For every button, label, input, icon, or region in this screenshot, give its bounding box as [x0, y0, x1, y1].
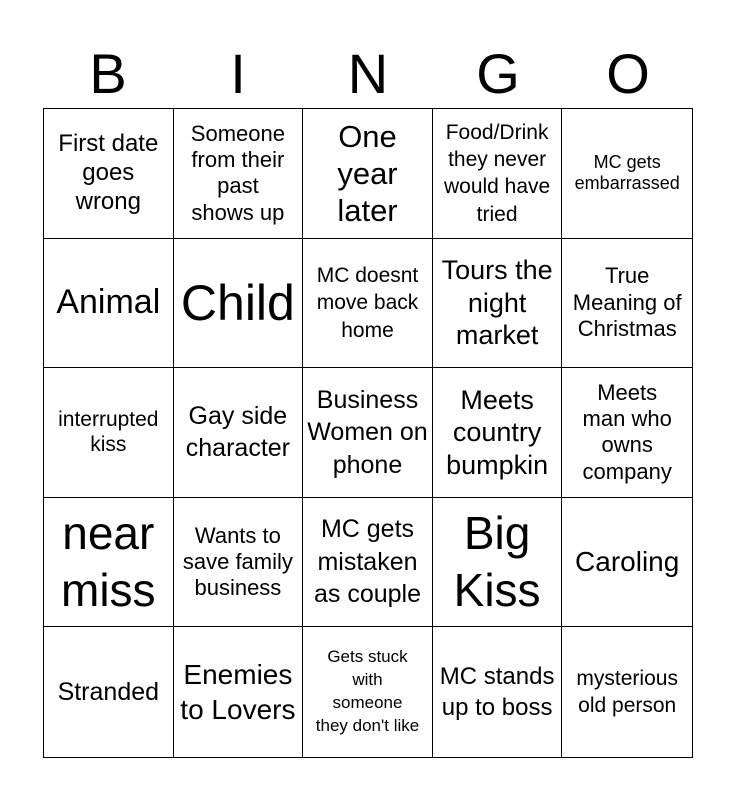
- bingo-cell[interactable]: [303, 627, 433, 757]
- bingo-cell[interactable]: [174, 627, 304, 757]
- bingo-board: [43, 108, 693, 758]
- cell-text: Food/Drink they never would have tried: [443, 120, 551, 226]
- cell-text: Enemies to Lovers: [180, 659, 296, 726]
- cell-text: Tours the night market: [441, 255, 553, 351]
- cell-text: MC stands up to boss: [439, 663, 555, 722]
- bingo-cell[interactable]: [433, 109, 563, 239]
- cell-text: Gets stuck with someone they don't like: [315, 647, 420, 736]
- bingo-cell[interactable]: [303, 239, 433, 369]
- bingo-cell[interactable]: [562, 368, 692, 498]
- header-letter-b: B: [89, 42, 127, 105]
- cell-text: mysterious old person: [576, 666, 678, 718]
- cell-text: One year later: [337, 118, 398, 228]
- cell-text: MC gets embarrassed: [574, 151, 680, 194]
- bingo-header: [43, 40, 693, 108]
- cell-text: Meets country bumpkin: [446, 384, 549, 480]
- cell-text: Caroling: [575, 546, 680, 578]
- bingo-cell[interactable]: [433, 627, 563, 757]
- cell-text: Animal: [56, 283, 161, 322]
- bingo-cell[interactable]: [303, 109, 433, 239]
- bingo-cell[interactable]: [44, 498, 174, 628]
- cell-text: Stranded: [57, 678, 160, 707]
- cell-text: Someone from their past shows up: [190, 120, 285, 225]
- bingo-cell[interactable]: [433, 368, 563, 498]
- cell-text: Wants to save family business: [182, 522, 293, 601]
- cell-text: near miss: [61, 506, 156, 617]
- cell-text: interrupted kiss: [58, 408, 159, 457]
- bingo-cell[interactable]: [44, 109, 174, 239]
- bingo-cell[interactable]: [44, 239, 174, 369]
- cell-text: First date goes wrong: [58, 130, 159, 215]
- bingo-cell[interactable]: [433, 239, 563, 369]
- bingo-cell[interactable]: [174, 368, 304, 498]
- bingo-cell[interactable]: [562, 627, 692, 757]
- bingo-cell[interactable]: [433, 498, 563, 628]
- cell-text: Business Women on phone: [307, 385, 428, 479]
- cell-text: True Meaning of Christmas: [572, 263, 682, 342]
- bingo-cell[interactable]: [303, 498, 433, 628]
- bingo-cell[interactable]: [303, 368, 433, 498]
- header-letter-n: N: [347, 42, 389, 105]
- header-letter-i: I: [230, 42, 246, 105]
- header-letter-g: G: [476, 42, 520, 105]
- cell-text: Gay side character: [185, 401, 290, 463]
- bingo-cell[interactable]: [562, 109, 692, 239]
- bingo-cell[interactable]: [44, 627, 174, 757]
- cell-text: Big Kiss: [453, 506, 541, 617]
- cell-text: Meets man who owns company: [582, 379, 672, 484]
- bingo-cell[interactable]: [174, 498, 304, 628]
- bingo-cell[interactable]: [44, 368, 174, 498]
- cell-text: MC doesnt move back home: [316, 263, 419, 342]
- cell-text: MC gets mistaken as couple: [313, 515, 421, 609]
- bingo-cell[interactable]: [174, 239, 304, 369]
- cell-text: Child: [180, 274, 295, 331]
- bingo-cell[interactable]: [174, 109, 304, 239]
- bingo-cell[interactable]: [562, 498, 692, 628]
- bingo-cell[interactable]: [562, 239, 692, 369]
- header-letter-o: O: [606, 42, 650, 105]
